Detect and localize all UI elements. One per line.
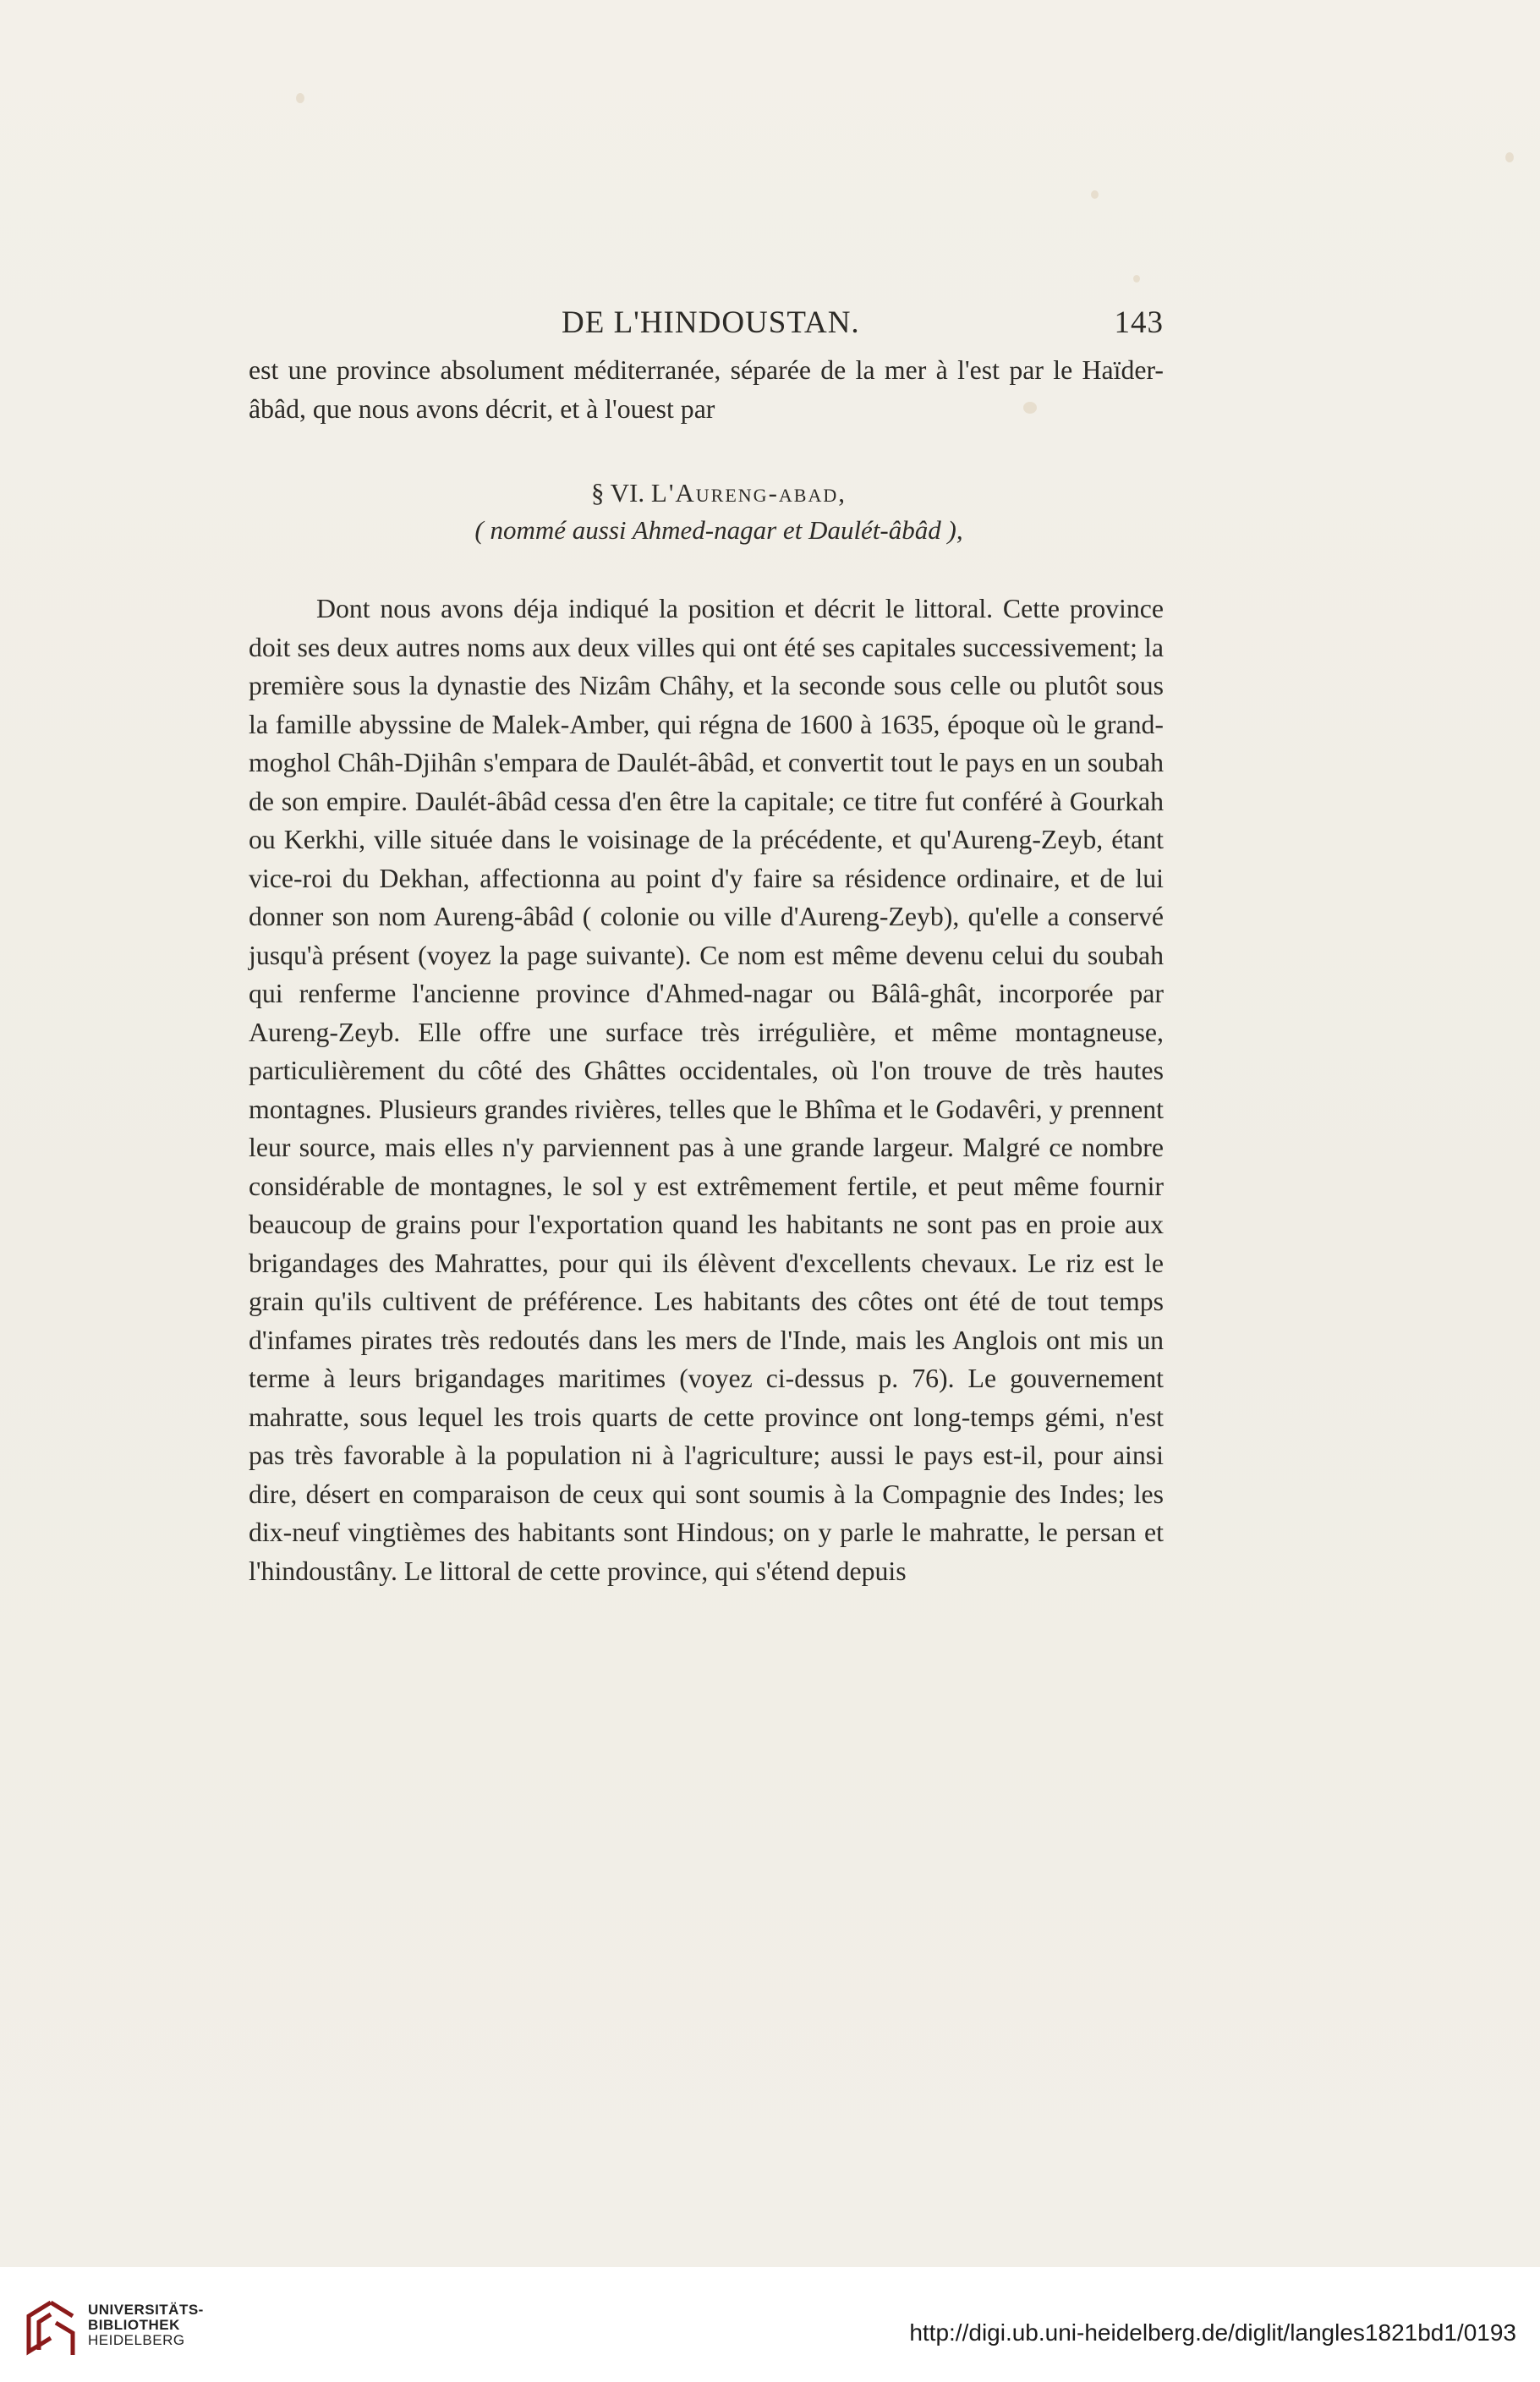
institution-line: HEIDELBERG (88, 2332, 185, 2348)
page-number: 143 (1114, 305, 1164, 340)
paper-stain (296, 93, 304, 103)
body-paragraph: Dont nous avons déja indiqué la position et décrit le littoral. Cette province doit ses deux autres noms aux deux villes qui ont été ses capitales successivement; la première sous la dynastie des Nizâm Châhy, et la seconde sous celle ou plutôt sous la famille abyssine de Malek-Amber, qui régna de 1600 à 1635, époque où le grand-moghol Châh-Djihân s'empara de Daulét-âbâd, et convertit tout le pays en un soubah de son empire. Daulét-âbâd cessa d'en être la capitale; ce titre fut conféré à Gourkah ou Kerkhi, ville située dans le voisinage de la précédente, et qu'Aureng-Zeyb, étant vice-roi du Dekhan, affectionna au point d'y faire sa résidence ordinaire, et de lui donner son nom Aureng-âbâd ( colonie ou ville d'Aureng-Zeyb), qu'elle a conservé jusqu'à présent (voyez la page suivante). Ce nom est même devenu celui du soubah qui renferme l'ancienne province d'Ahmed-nagar ou Bâlâ-ghât, incorporée par Aureng-Zeyb. Elle offre une surface très irrégulière, et même montagneuse, particulièrement du côté des Ghâttes occidentales, où l'on trouve de très hautes montagnes. Plusieurs grandes rivières, telles que le Bhîma et le Godavêri, y prennent leur source, mais elles n'y parviennent pas à une grande largeur. Malgré ce nombre considérable de montagnes, le sol y est extrêmement fertile, et peut même fournir beaucoup de grains pour l'exportation quand les habitants ne sont pas en proie aux brigandages des Mahrattes, pour qui ils élèvent d'excellents chevaux. Le riz est le grain qu'ils cultivent de préférence. Les habitants des côtes ont été de tout temps d'infames pirates très redoutés dans les mers de l'Inde, mais les Anglois ont mis un terme à leurs brigandages maritimes (voyez ci-dessus p. 76). Le gouvernement mahratte, sous lequel les trois quarts de cette province ont long-temps gémi, n'est pas très favorable à la population ni à l'agriculture; aussi le pays est-il, pour ainsi dire, désert en comparaison de ceux qui sont soumis à la Compagnie des Indes; les dix-neuf vingtièmes des habitants sont Hindous; on y parle le mahratte, le persan et l'hindoustâny. Le littoral de cette province, qui s'étend depuis (249, 594, 1164, 1586)
library-footer (0, 2267, 1540, 2382)
opening-paragraph: est une province absolument méditerranée, séparée de la mer à l'est par le Haïder-âbâd, que nous avons décrit, et à l'ouest par (249, 355, 1164, 424)
running-head-title: DE L'HINDOUSTAN. (562, 305, 860, 340)
running-header (562, 305, 1164, 347)
section-title: L'Aureng-abad, (650, 478, 847, 508)
section-heading (249, 475, 1164, 512)
text-block (249, 351, 1164, 1590)
source-url-link[interactable]: http://digi.ub.uni-heidelberg.de/diglit/langles1821bd1/0193 (909, 2319, 1516, 2346)
institution-line: BIBLIOTHEK (88, 2317, 180, 2333)
section-number: § VI. (590, 478, 645, 508)
paper-stain (1505, 152, 1514, 162)
institution-name (88, 2302, 204, 2348)
institution-line: UNIVERSITÄTS- (88, 2302, 204, 2318)
section-subtitle: ( nommé aussi Ahmed-nagar et Daulét-âbâd ), (474, 515, 963, 545)
paper-stain (1133, 275, 1140, 283)
paper-stain (1091, 190, 1099, 199)
library-logo-icon (22, 2297, 79, 2360)
